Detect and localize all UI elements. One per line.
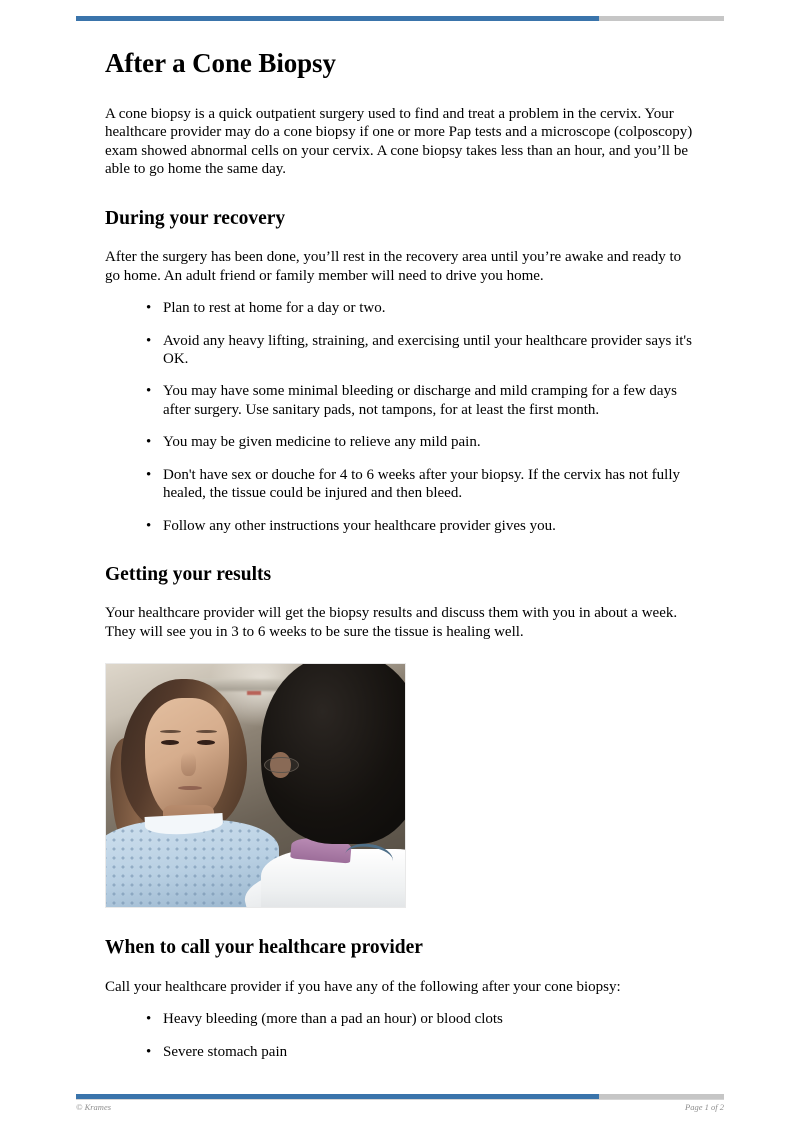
footer-page-number: Page 1 of 2 — [685, 1102, 724, 1112]
list-item — [146, 299, 697, 317]
photo-patient-eye-right — [197, 740, 215, 745]
photo-patient-eye-left — [161, 740, 179, 745]
bullet-list-during-your-recovery — [105, 299, 697, 535]
photo-patient-mouth — [178, 786, 202, 790]
bullet-list-when-to-call — [105, 1010, 697, 1061]
footer — [76, 1102, 724, 1112]
section-paragraph-during-your-recovery: After the surgery has been done, you’ll rest in the recovery area until you’re awake and ready to go home. An adult friend or family member will need to drive you home. — [105, 249, 682, 284]
bullet-dot-icon: • — [146, 332, 152, 349]
section-paragraph-when-to-call: Call your healthcare provider if you have any of the following after your cone biopsy: — [105, 978, 621, 995]
list-item — [146, 517, 697, 535]
photo-patient-eyebrow-left — [160, 730, 181, 733]
list-item — [146, 433, 697, 451]
section-paragraph-getting-your-results: Your healthcare provider will get the biopsy results and discuss them with you in about a week. They will see you in 3 to 6 weeks to be sure the tissue is healing well. — [105, 605, 678, 640]
photo-patient-eyebrow-right — [196, 730, 217, 733]
footer-copyright: © Krames — [76, 1102, 112, 1112]
section-heading-when-to-call-your-healthcare-provider: When to call your healthcare provider — [105, 937, 423, 959]
list-item — [146, 466, 697, 503]
section-heading-during-your-recovery: During your recovery — [105, 207, 286, 229]
bullet-dot-icon: • — [146, 434, 152, 451]
list-item-label: Don't have sex or douche for 4 to 6 weeks after your biopsy. If the cervix has not fully healed, the tissue could be injured and then bleed. — [163, 466, 681, 502]
document-body — [105, 48, 697, 1061]
list-item — [146, 332, 697, 369]
list-item-label: Avoid any heavy lifting, straining, and exercising until your healthcare provider says it's OK. — [163, 332, 692, 367]
list-item-label: Follow any other instructions your healthcare provider gives you. — [163, 517, 556, 534]
bullet-dot-icon: • — [146, 517, 152, 534]
footer-divider — [76, 1099, 724, 1100]
photo-patient-nose — [181, 752, 196, 776]
list-item-label: You may be given medicine to relieve any mild pain. — [163, 434, 481, 451]
patient-provider-photo — [105, 663, 406, 908]
header-rule-blue-segment — [76, 16, 599, 21]
photo-equipment-indicator — [247, 691, 262, 695]
list-item — [146, 382, 697, 419]
list-item-label: Severe stomach pain — [163, 1043, 288, 1060]
intro-paragraph: A cone biopsy is a quick outpatient surgery used to find and treat a problem in the cervix. Your healthcare provider may do a cone biopsy if one or more Pap tests and a microscope (colposcopy) exam showed abnormal cells on your cervix. A cone biopsy takes less than an hour, and you’ll be able to go home the same day. — [105, 106, 693, 178]
bullet-dot-icon: • — [146, 466, 152, 483]
header-rule — [76, 16, 724, 21]
bullet-dot-icon: • — [146, 1043, 152, 1060]
header-rule-gray-segment — [599, 16, 724, 21]
bullet-dot-icon: • — [146, 383, 152, 400]
section-heading-getting-your-results: Getting your results — [105, 564, 272, 585]
list-item — [146, 1010, 697, 1028]
figure-patient-provider — [105, 663, 406, 908]
list-item-label: You may have some minimal bleeding or discharge and mild cramping for a few days after surgery. Use sanitary pads, not tampons, for at least the first month. — [163, 383, 677, 418]
bullet-dot-icon: • — [146, 300, 152, 317]
page-title: After a Cone Biopsy — [105, 48, 336, 78]
list-item-label: Plan to rest at home for a day or two. — [163, 300, 386, 317]
bullet-dot-icon: • — [146, 1011, 152, 1028]
list-item-label: Heavy bleeding (more than a pad an hour) or blood clots — [163, 1011, 503, 1028]
list-item — [146, 1043, 697, 1061]
